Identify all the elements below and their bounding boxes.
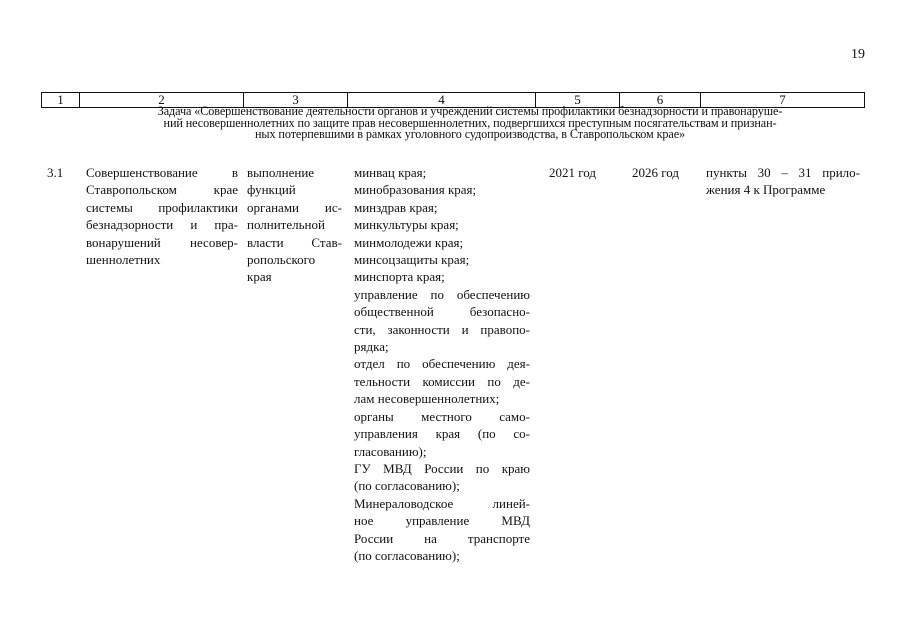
executor-line: гласованию); [354,443,427,459]
header-col-3: 3 [244,93,348,107]
page-number: 19 [851,47,865,62]
program-reference [706,164,860,199]
header-col-1: 1 [42,93,80,107]
executor-line: ное управление МВД [354,513,530,529]
task-line: ний несовершеннолетних по защите прав несовершеннолетних, подвергшихся преступным посягательствам и признан- [163,115,777,130]
executor-line: отдел по обеспечению дея- [354,356,530,372]
executor-line: управление по обеспечению [354,286,530,302]
result-line: выполнение [247,165,315,180]
measure-name-line: Ставропольском крае [86,182,238,198]
measure-name [86,164,238,268]
executor-line: минобразования края; [354,182,477,198]
executor-line: минкультуры края; [354,217,459,233]
executor-line: общественной безопасно- [354,304,530,320]
header-col-7: 7 [779,92,786,107]
result-line: функций [247,182,296,198]
task-line: ных потерпевшими в рамках уголовного судопроизводства, в Ставропольском крае» [254,127,686,141]
result-line: власти Став- [247,234,342,250]
executor-line: минспорта края; [354,269,445,285]
measure-name-line: безнадзорности и пра- [86,217,238,233]
measure-name-line: системы профилактики [86,199,238,215]
start-year: 2021 год [549,165,596,180]
executor-line: минмолодежи края; [354,234,464,250]
executor-line: лам несовершеннолетних; [354,391,500,407]
executor-line: минздрав края; [354,199,438,215]
header-col-5: 5 [536,93,620,107]
executor-line: органы местного само- [354,408,530,424]
task-heading [72,106,868,141]
header-col-2: 2 [80,93,244,107]
row-number: 3.1 [47,165,64,180]
executor-line: минсоцзащиты края; [354,252,470,268]
executor-line: сти, законности и правопо- [354,321,530,337]
result-line: края [247,269,272,285]
reference-line: жения 4 к Программе [706,182,826,198]
executors [354,164,530,564]
measure-name-line: вонарушений несовер- [86,234,238,250]
executor-line: минвац края; [354,165,427,180]
header-col-6: 6 [620,93,701,107]
executor-line: (по согласованию); [354,547,460,563]
result-line: органами ис- [247,199,342,215]
end-year: 2026 год [632,165,679,180]
executor-line: рядка; [354,339,389,355]
executor-line: России на транспорте [354,530,530,546]
reference-line: пункты 30 – 31 прило- [706,165,860,180]
header-col-4: 4 [348,93,536,107]
result-line: ропольского [247,252,316,268]
result-line: полнительной [247,217,325,233]
measure-name-line: Совершенствование в [86,165,238,180]
task-line: Задача «Совершенствование деятельности органов и учреждений системы профилактики безнадзорности и правонаруше- [157,104,783,118]
executor-line: ГУ МВД России по краю [354,460,530,476]
measure-name-line: шеннолетних [86,252,161,268]
executor-line: управления края (по со- [354,426,530,442]
expected-result [247,164,342,286]
executor-line: тельности комиссии по де- [354,373,530,389]
executor-line: Минераловодское линей- [354,495,530,511]
executor-line: (по согласованию); [354,478,460,494]
